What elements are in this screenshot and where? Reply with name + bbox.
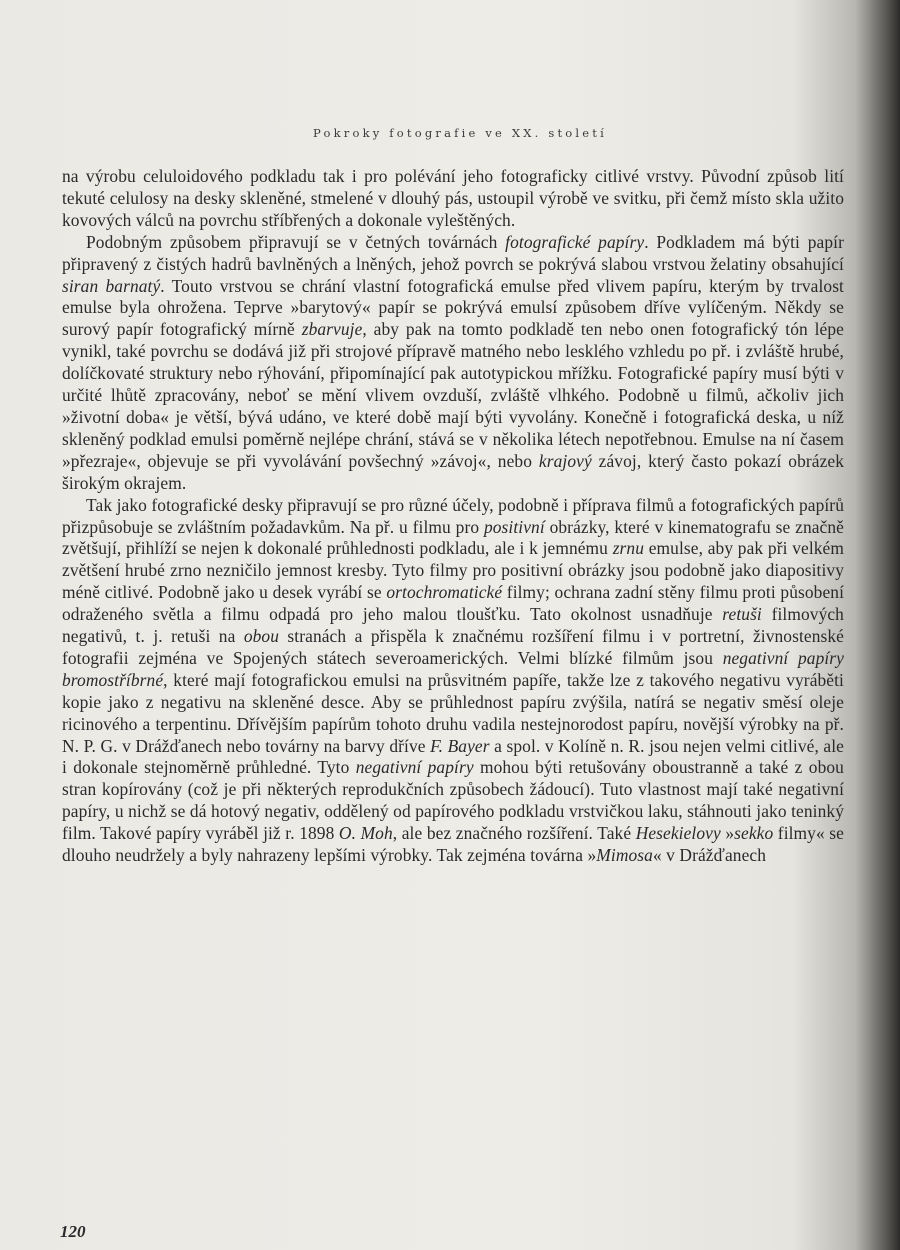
italic-term: F. Bayer: [430, 735, 490, 756]
text-run: filmových negativů, t. j. retuši na: [62, 604, 844, 647]
text-run: , které mají fotografickou emulsi na průsvitném papíře, takže lze z takového negativu vyráběti kopie jako z negativu na skleněné desce. Aby se průhlednost papíru zvýšila, natírá se negativ směsí oleje ricinového a terpentinu. Dřívějším papírům tohoto druhu vadila nestejnorodost papíru, novější výrobky na př. N. P. G. v Drážďanech nebo továrny na barvy dříve: [62, 669, 844, 756]
italic-term: negativní papíry: [355, 757, 474, 778]
page-number: 120: [60, 1222, 86, 1241]
text-run: « v Drážďanech: [652, 845, 767, 866]
text-run: mohou býti retušovány oboustranně a také z obou stran kopírovány (což je při některých reprodukčních způsobech žádoucí). Tuto vlastnost mají také negativní papíry, u nichž se dá hotový negativ, oddělený od papírového podkladu vrstvičkou laku, stáhnouti jako teninký film. Takové papíry vyráběl již r. 1898: [62, 757, 844, 844]
text-run: a spol. v Kolíně n. R. jsou nejen velmi citlivé, ale i dokonale stejnoměrně průhledné. Tyto: [62, 735, 845, 778]
running-head: Pokroky fotografie ve XX. století: [312, 126, 607, 140]
text-run: emulse, aby pak při velkém zvětšení hrubé zrno nezničilo jemnost kresby. Tyto filmy pro positivní obrázky jsou podobně jako diapositivy méně citlivé. Podobně jako u desek vyrábí se: [62, 538, 845, 603]
text-run: . Touto vrstvou se chrání vlastní fotografická emulse před vlivem papíru, kterým by trvalost emulse byla ohrožena. Teprve »barytový« papír se pokrývá emulsí způsobem dříve vylíčeným. Někdy se surový papír fotografický mírně: [62, 275, 844, 340]
text-run: filmy« se dlouho neudržely a byly nahrazeny lepšími výrobky. Tak zejména továrna »: [62, 823, 844, 866]
italic-term: sekko: [734, 823, 774, 844]
paragraph: [62, 166, 844, 232]
italic-term: fotografické papíry: [505, 231, 645, 252]
paragraph: [62, 232, 844, 495]
text-run: , aby pak na tomto podkladě ten nebo onen fotografický tón lépe vynikl, také povrchu se dodává již při strojové přípravě matného nebo lesklého vzhledu po př. i zvláště hrubé, dolíčkovaté struktury nebo rýhování, připomínající pak autotypickou mřížku. Fotografické papíry musí býti v určité lhůtě zpracovány, neboť se mění vlivem ovzduší, zvláště vlhkého. Podobně u filmů, ačkoliv jich »životní doba« je větší, bývá udáno, ve které době mají býti vyvolány. Konečně i fotografická deska, u níž skleněný podklad emulsi poměrně nejlépe chrání, stává se v několika létech nepotřebnou. Emulse na ní časem »přezraje«, objevuje se při vyvolávání povšechný »závoj«, nebo: [62, 319, 844, 471]
text-run: obrázky, které v kinematografu se značně zvětšují, přihlíží se nejen k dokonalé průhlednosti podkladu, ale i k jemnému: [62, 516, 844, 559]
italic-term: Mimosa: [596, 845, 653, 866]
italic-term: positivní: [483, 516, 545, 537]
italic-term: obou: [243, 626, 280, 647]
italic-term: zbarvuje: [301, 319, 363, 340]
body-text: [62, 166, 844, 867]
italic-term: O. Moh: [338, 823, 393, 844]
text-run: Tak jako fotografické desky připravují se pro různé účely, podobně i příprava filmů a fotografických papírů přizpůsobuje se zvláštním požadavkům. Na př. u filmu pro: [62, 494, 844, 537]
text-run: Podobným způsobem připravují se v četných továrnách: [86, 231, 506, 252]
italic-term: zrnu: [612, 538, 645, 559]
text-run: . Podkladem má býti papír připravený z čistých hadrů bavlněných a lněných, jehož povrch se pokrývá slabou vrstvou želatiny obsahující: [62, 231, 844, 274]
text-run: na výrobu celuloidového podkladu tak i pro polévání jeho fotograficky citlivé vrstvy. Původní způsob lití tekuté celulosy na desky skleněné, stmelené v dlouhý pás, ustoupil výrobě ve svitku, při čemž místo skla užito kovových válců na povrchu stříbřených a dokonale vyleštěných.: [62, 166, 844, 230]
text-run: stranách a přispěla k značnému rozšíření filmu i v portretní, živnostenské fotografii zejména ve Spojených státech severoamerických. Velmi blízké filmům jsou: [62, 626, 844, 668]
text-run: , ale bez značného rozšíření. Také: [392, 823, 636, 844]
paragraph: [62, 495, 844, 867]
italic-term: siran barnatý: [62, 275, 161, 296]
italic-term: negativní papíry bromostříbrné: [62, 647, 844, 690]
text-run: závoj, který často pokazí obrázek širokým okrajem.: [62, 450, 845, 493]
italic-term: ortochromatické: [386, 582, 503, 603]
text-run: »: [720, 823, 735, 844]
text-run: filmy; ochrana zadní stěny filmu proti působení odraženého světla a filmu odpadá pro jeho malou tloušťku. Tato okolnost usnadňuje: [62, 582, 845, 625]
italic-term: krajový: [538, 450, 592, 471]
italic-term: Hesekielovy: [635, 823, 721, 844]
italic-term: retuši: [722, 604, 762, 625]
